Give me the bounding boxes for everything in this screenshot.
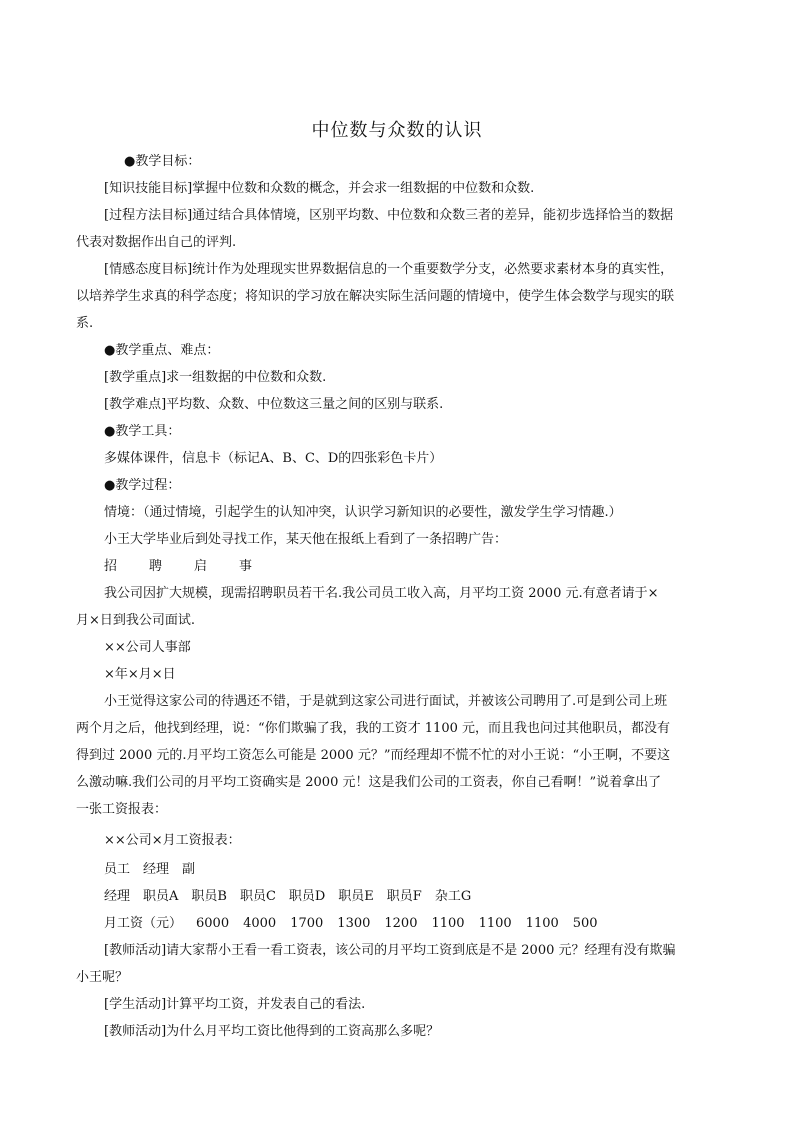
ad-heading-char: 招 xyxy=(104,559,118,574)
ad-line: 我公司因扩大规模，现需招聘职员若干名.我公司员工收入高，月平均工资 2000 元.有意者请于× xyxy=(104,586,659,601)
table-cell: 4000 xyxy=(243,916,277,931)
table-cell: 1100 xyxy=(431,916,465,931)
paragraph-line: [教师活动]请大家帮小王看一看工资表，该公司的月平均工资到底是不是 2000 元？经理有没有欺骗 xyxy=(104,943,676,958)
table-cell: 1200 xyxy=(384,916,418,931)
page-title: 中位数与众数的认识 xyxy=(311,120,483,141)
paragraph-line: 情境：（通过情境，引起学生的认知冲突，认识学习新知识的必要性，激发学生学习情趣.） xyxy=(104,505,622,520)
paragraph-line: [教师活动]为什么月平均工资比他得到的工资高那么多呢？ xyxy=(104,1024,440,1039)
section-heading-objectives: ●教学目标： xyxy=(124,154,201,169)
section-heading-keypoints: ●教学重点、难点： xyxy=(104,343,220,358)
table-row xyxy=(104,914,722,934)
ad-heading-char: 聘 xyxy=(149,559,163,574)
table-cell-label: 月工资（元） xyxy=(104,916,183,931)
ad-heading-char: 启 xyxy=(194,559,208,574)
table-cell: 1100 xyxy=(478,916,512,931)
paragraph-line: [教学难点]平均数、众数、中位数这三量之间的区别与联系. xyxy=(104,397,444,412)
paragraph-line: 小王呢？ xyxy=(76,970,129,985)
paragraph-line: [教学重点]求一组数据的中位数和众数. xyxy=(104,370,327,385)
paragraph-line: [过程方法目标]通过结合具体情境，区别平均数、中位数和众数三者的差异，能初步选择恰当的数据 xyxy=(104,208,674,223)
table-cell: 1700 xyxy=(290,916,324,931)
paragraph-line: 代表对数据作出自己的评判. xyxy=(76,235,237,250)
table-cell: 1100 xyxy=(525,916,559,931)
paragraph-line: [学生活动]计算平均工资，并发表自己的看法. xyxy=(104,997,366,1012)
table-caption: ××公司×月工资报表： xyxy=(104,833,241,848)
section-heading-tools: ●教学工具： xyxy=(104,424,181,439)
ad-signature: ××公司人事部 xyxy=(104,640,191,655)
paragraph-line: [情感态度目标]统计作为处理现实世界数据信息的一个重要数学分支，必然要求素材本身的真实性， xyxy=(104,262,674,277)
paragraph-line: 两个月之后，他找到经理，说：“你们欺骗了我，我的工资才 1100 元，而且我也问过其他职员，都没有 xyxy=(76,721,670,736)
paragraph-line: 小王觉得这家公司的待遇还不错，于是就到这家公司进行面试，并被该公司聘用了.可是到公司上班 xyxy=(104,694,668,709)
ad-heading-char: 事 xyxy=(239,559,253,574)
paragraph-line: 以培养学生求真的科学态度；将知识的学习放在解决实际生活问题的情境中，使学生体会数学与现实的联 xyxy=(76,289,675,304)
paragraph-line: 得到过 2000 元的.月平均工资怎么可能是 2000 元？”而经理却不慌不忙的对小王说：“小王啊，不要这 xyxy=(76,748,671,763)
table-cell: 500 xyxy=(572,916,598,931)
ad-heading xyxy=(104,557,722,577)
paragraph-line: 多媒体课件，信息卡（标记A、B、C、D的四张彩色卡片） xyxy=(104,451,443,466)
table-row: 员工 经理 副 xyxy=(104,862,196,877)
paragraph-line: 系. xyxy=(76,316,94,331)
ad-line: 月×日到我公司面试. xyxy=(76,613,196,628)
paragraph-line: [知识技能目标]掌握中位数和众数的概念，并会求一组数据的中位数和众数. xyxy=(104,181,535,196)
table-row: 经理 职员A 职员B 职员C 职员D 职员E 职员F 杂工G xyxy=(104,889,472,904)
paragraph-line: 小王大学毕业后到处寻找工作，某天他在报纸上看到了一条招聘广告： xyxy=(104,532,508,547)
section-heading-process: ●教学过程： xyxy=(104,478,181,493)
ad-date: ×年×月×日 xyxy=(104,667,176,682)
paragraph-line: 一张工资报表： xyxy=(76,802,168,817)
paragraph-line: 么激动嘛.我们公司的月平均工资确实是 2000 元！这是我们公司的工资表，你自己看啊！”说着拿出了 xyxy=(76,775,662,790)
table-cell: 1300 xyxy=(337,916,371,931)
table-cell: 6000 xyxy=(196,916,230,931)
